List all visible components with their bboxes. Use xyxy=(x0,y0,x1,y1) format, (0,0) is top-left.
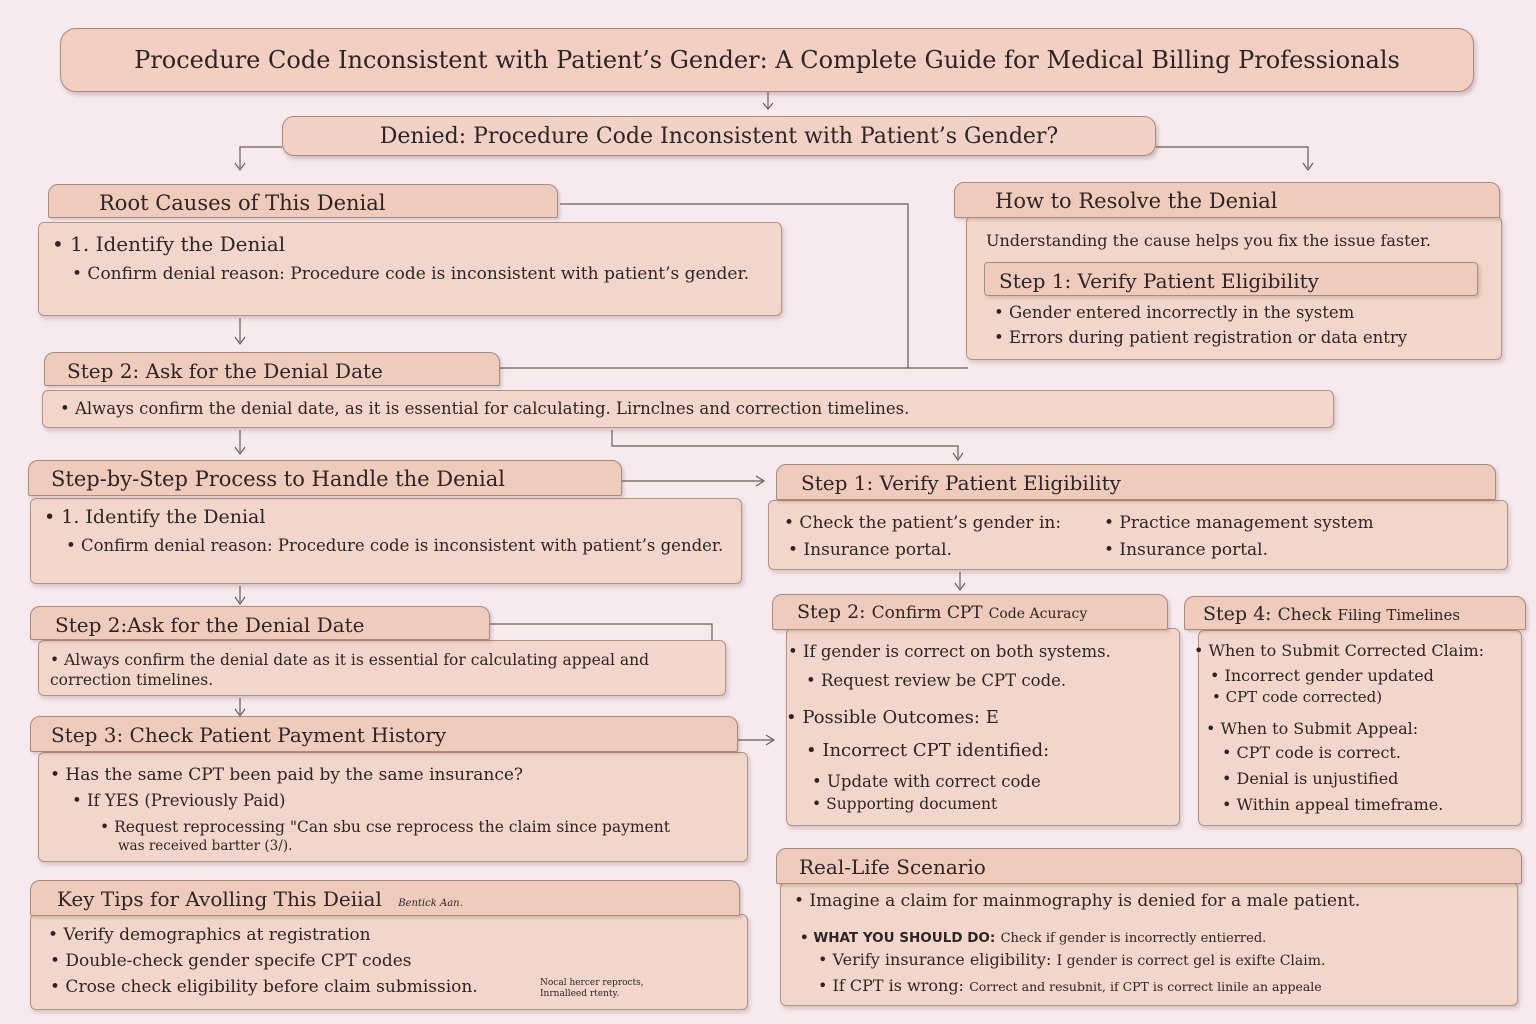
eligibility-left: • Check the patient’s gender in: xyxy=(784,513,1062,533)
resolve-bullet: • Gender entered incorrectly in the system xyxy=(994,303,1355,322)
filing-header: Step 4: Check Filing Timelines xyxy=(1184,596,1526,630)
resolve-intro: Understanding the cause helps you fix the issue faster. xyxy=(986,231,1431,250)
denial-question: Denied: Procedure Code Inconsistent with Patient’s Gender? xyxy=(282,116,1156,156)
eligibility-right: • Practice management system xyxy=(1104,513,1374,533)
eligibility-right: • Insurance portal. xyxy=(1104,540,1269,560)
filing-line: • CPT code corrected) xyxy=(1212,688,1383,706)
root-causes-item: • 1. Identify the Denial xyxy=(52,232,286,256)
denial-date-top-header: Step 2: Ask for the Denial Date xyxy=(44,352,500,386)
resolve-bullet: • Errors during patient registration or data entry xyxy=(994,328,1408,347)
cpt-line: • Possible Outcomes: E xyxy=(786,707,999,728)
filing-line: • Denial is unjustified xyxy=(1222,769,1399,788)
cpt-line: • Incorrect CPT identified: xyxy=(806,740,1050,761)
tips-line: • Double-check gender specife CPT codes xyxy=(50,951,412,971)
cpt-header: Step 2: Confirm CPT Code Acuracy xyxy=(772,594,1168,630)
scenario-line: • WHAT YOU SHOULD DO: Check if gender is incorrectly entierred. xyxy=(800,930,1267,946)
denial-date-text: • Always confirm the denial date as it is essential for calculating appeal and correction timelines. xyxy=(50,651,650,690)
payment-line: was received bartter (3/). xyxy=(118,838,293,854)
scenario-line: • Imagine a claim for mainmography is denied for a male patient. xyxy=(794,891,1361,911)
scenario-line: • Verify insurance eligibility: I gender is correct gel is exifte Claim. xyxy=(818,950,1326,969)
tips-note: Nocal hercer reprocts, xyxy=(540,978,644,988)
tips-line: • Verify demographics at registration xyxy=(48,925,371,945)
cpt-line: • If gender is correct on both systems. xyxy=(788,642,1111,661)
scenario-header: Real-Life Scenario xyxy=(776,848,1522,884)
cpt-line: • Supporting document xyxy=(812,795,998,813)
filing-line: • Within appeal timeframe. xyxy=(1222,795,1444,814)
payment-line: • Request reprocessing "Can sbu cse reprocess the claim since payment xyxy=(100,818,670,836)
root-causes-header: Root Causes of This Denial xyxy=(48,184,558,218)
page-title: Procedure Code Inconsistent with Patient’s Gender: A Complete Guide for Medical Billing Professionals xyxy=(60,28,1474,92)
cpt-line: • Request review be CPT code. xyxy=(806,671,1067,690)
payment-line: • If YES (Previously Paid) xyxy=(72,791,286,810)
tips-header: Key Tips for Avolling This Deiial Bentick Aan. xyxy=(30,880,740,916)
denial-date-header: Step 2:Ask for the Denial Date xyxy=(30,606,490,640)
tips-line: • Crose check eligibility before claim submission. xyxy=(50,977,478,997)
payment-line: • Has the same CPT been paid by the same insurance? xyxy=(50,765,524,785)
filing-line: • CPT code is correct. xyxy=(1222,743,1401,762)
process-header: Step-by-Step Process to Handle the Denial xyxy=(28,460,622,496)
eligibility-header: Step 1: Verify Patient Eligibility xyxy=(776,464,1496,500)
filing-line: • When to Submit Corrected Claim: xyxy=(1194,641,1484,660)
eligibility-left: • Insurance portal. xyxy=(788,540,953,560)
filing-line: • Incorrect gender updated xyxy=(1210,666,1434,685)
root-causes-sub: • Confirm denial reason: Procedure code is inconsistent with patient’s gender. xyxy=(72,264,750,284)
process-item: • 1. Identify the Denial xyxy=(44,506,266,528)
tips-note: Inrnalleed rtenty. xyxy=(540,989,620,999)
cpt-line: • Update with correct code xyxy=(812,772,1041,791)
filing-line: • When to Submit Appeal: xyxy=(1206,719,1419,738)
resolve-header: How to Resolve the Denial xyxy=(954,182,1500,218)
tips-header-note: Bentick Aan. xyxy=(398,898,463,909)
resolve-step-header: Step 1: Verify Patient Eligibility xyxy=(984,262,1478,296)
scenario-line: • If CPT is wrong: Correct and resubnit, if CPT is correct linile an appeale xyxy=(818,976,1322,995)
process-sub: • Confirm denial reason: Procedure code is inconsistent with patient’s gender. xyxy=(66,536,724,555)
denial-date-top-text: • Always confirm the denial date, as it is essential for calculating. Lirnclnes and correction timelines. xyxy=(60,399,910,418)
payment-header: Step 3: Check Patient Payment History xyxy=(30,716,738,752)
